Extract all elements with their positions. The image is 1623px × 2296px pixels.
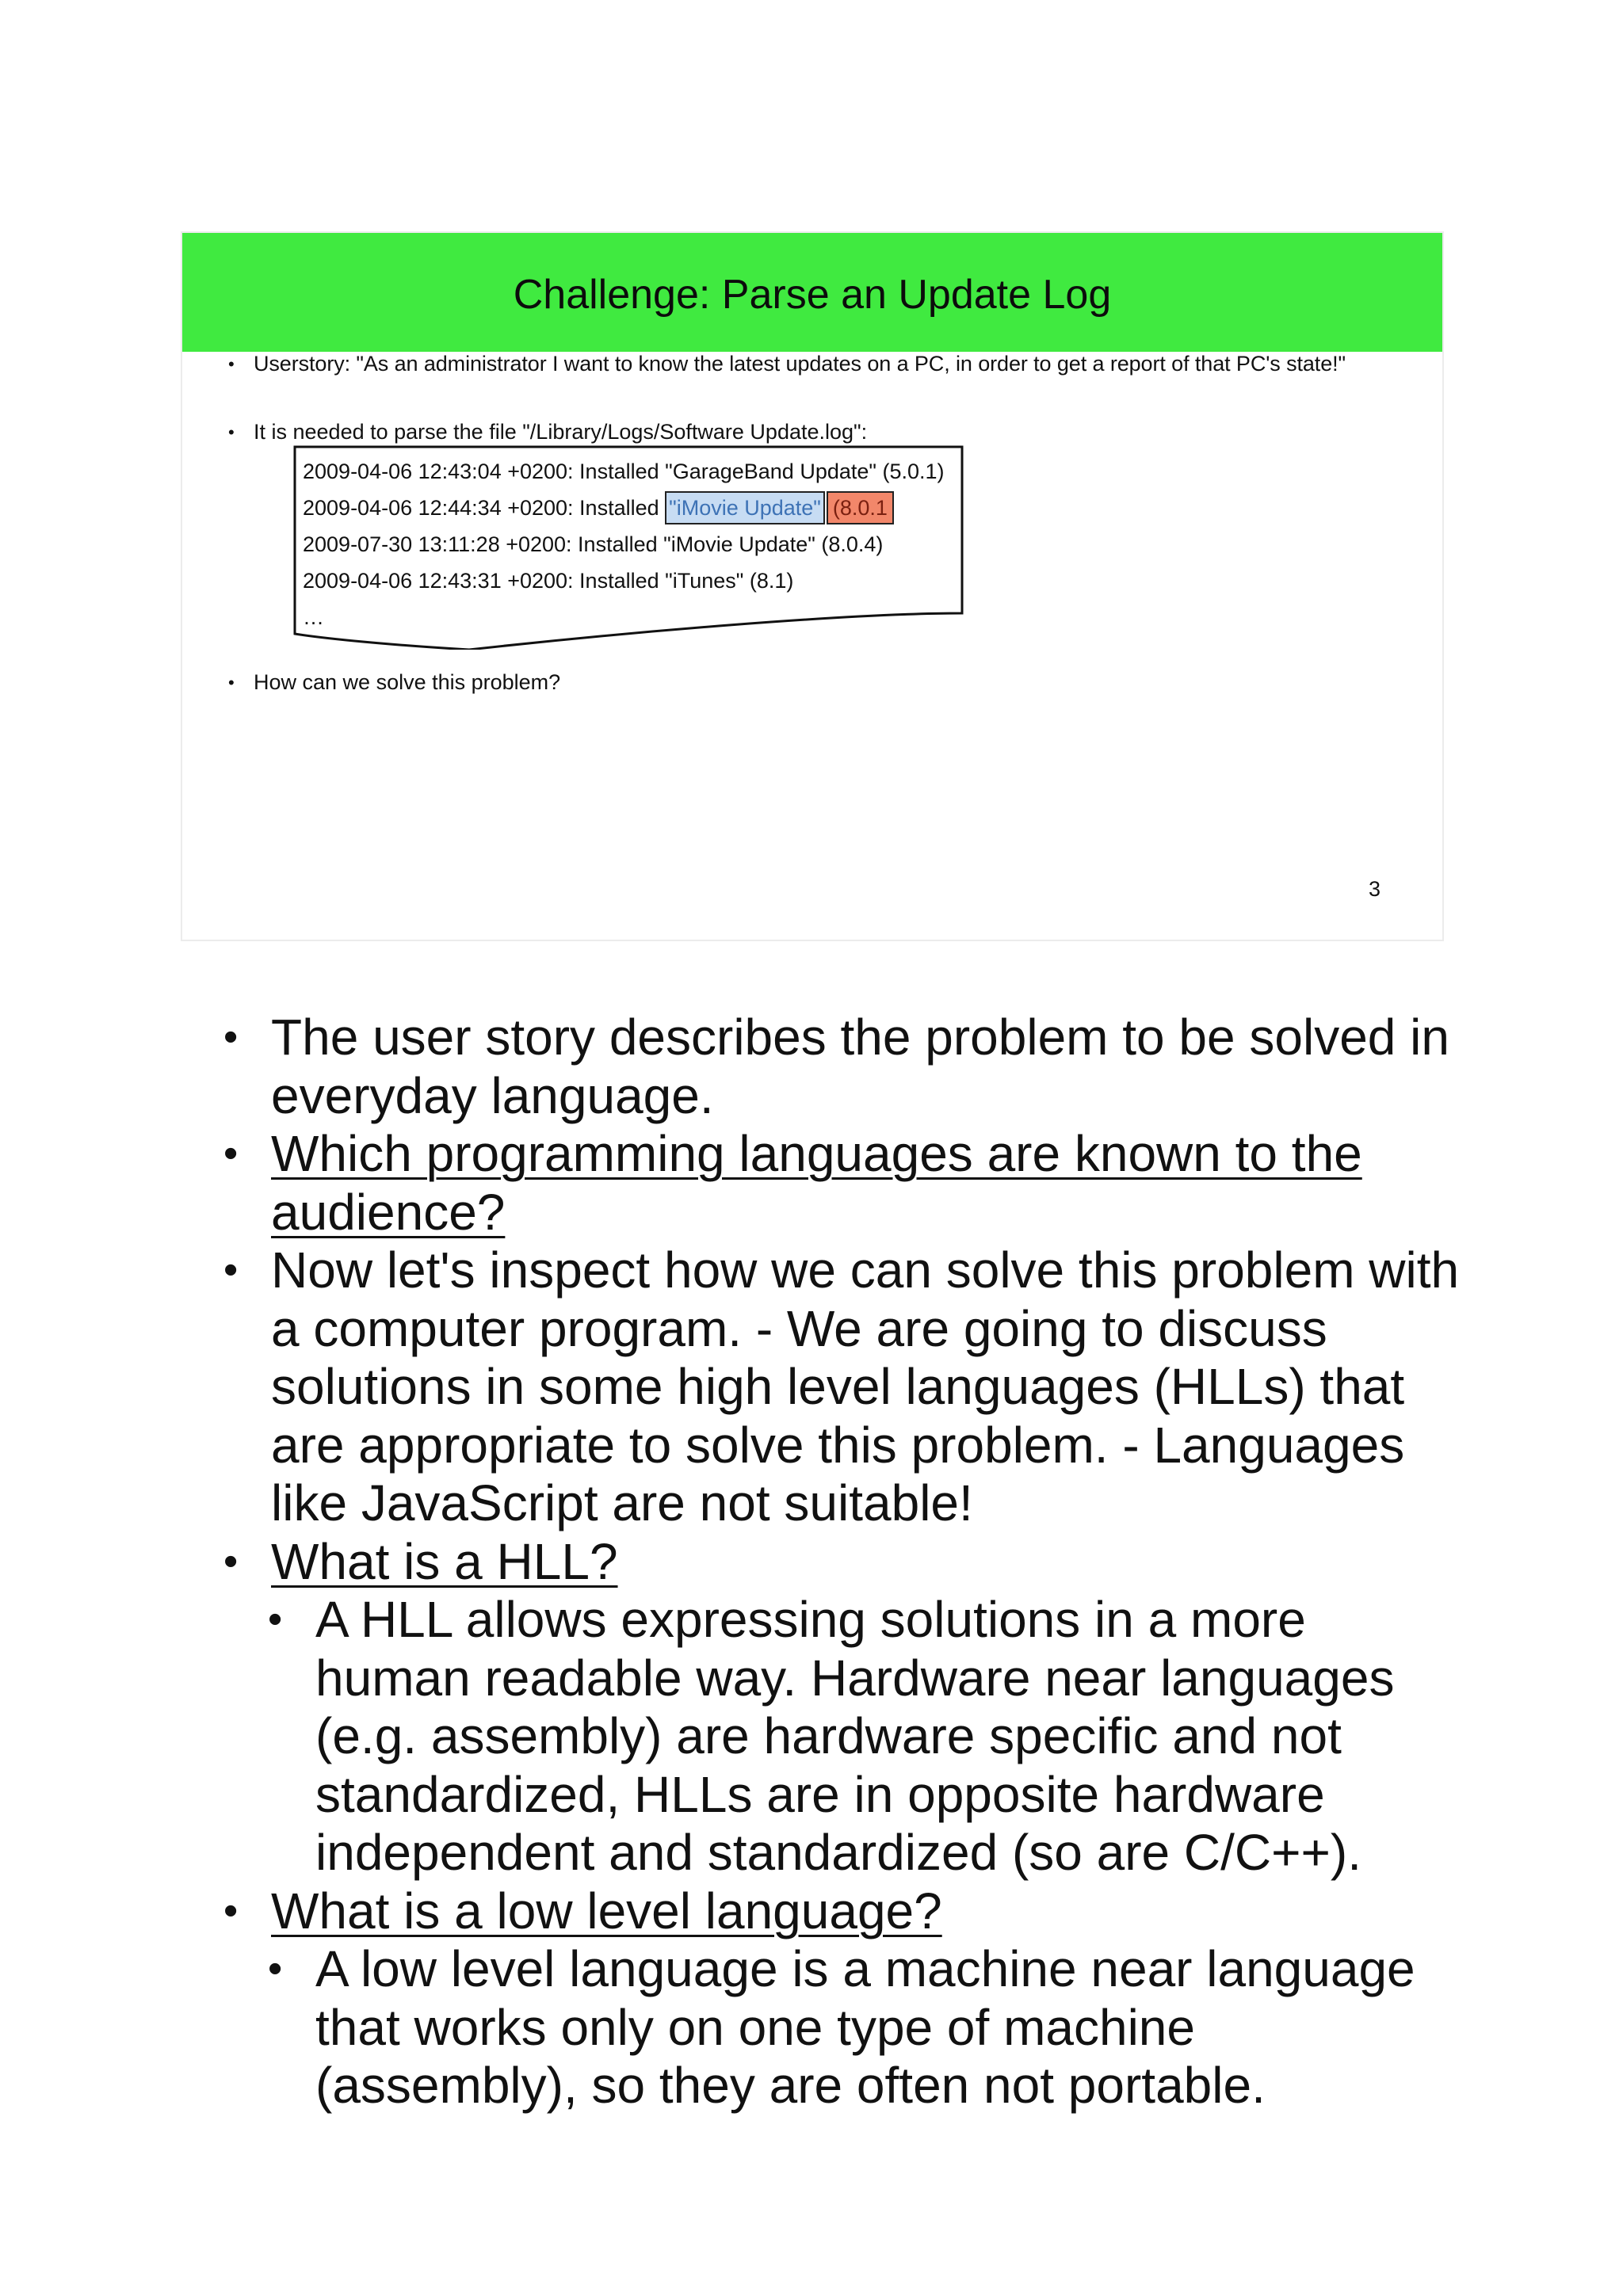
slide-page-number: 3: [1368, 877, 1381, 901]
bullet-icon: •: [228, 422, 235, 442]
slide-bullet-text: How can we solve this problem?: [254, 670, 561, 694]
bullet-icon: •: [228, 354, 235, 374]
note-subitem: [268, 1940, 1460, 2115]
log-line-prefix: 2009-04-06 12:44:34 +0200: Installed: [303, 496, 666, 520]
log-line: 2009-04-06 12:43:04 +0200: Installed "GarageBand Update" (5.0.1): [303, 460, 945, 483]
bullet-icon: •: [228, 673, 235, 692]
speaker-notes: [223, 1009, 1460, 2115]
note-item: [223, 1241, 1460, 1533]
note-item: [223, 1882, 1460, 1941]
slide-bullet-text: Userstory: "As an administrator I want to know the latest updates on a PC, in order to get a report of that PC's state!": [254, 352, 1346, 376]
note-question: Which programming languages are known to the audience?: [271, 1125, 1362, 1241]
bullet-icon: •: [223, 1887, 239, 1934]
note-subitem: [268, 1591, 1460, 1882]
bullet-icon: •: [268, 1596, 283, 1642]
note-item: [223, 1533, 1460, 1592]
note-text: Now let's inspect how we can solve this problem with a computer program. - We are going to discuss solutions in some high level languages (HLLs) that are appropriate to solve this problem. - Languages like JavaScript are not suitable!: [271, 1241, 1460, 1531]
note-item: [223, 1009, 1460, 1125]
log-line: 2009-04-06 12:43:31 +0200: Installed "iTunes" (8.1): [303, 569, 794, 593]
note-text: A HLL allows expressing solutions in a more human readable way. Hardware near languages (e.g. assembly) are hardware specific and not standardized, HLLs are in opposite hardware independent and standardized (so are C/C++).: [315, 1591, 1395, 1881]
bullet-icon: •: [223, 1014, 239, 1060]
bullet-icon: •: [223, 1131, 239, 1177]
highlight-version: (8.0.1: [827, 491, 894, 524]
bullet-icon: •: [223, 1247, 239, 1293]
slide: [181, 231, 1444, 941]
log-lines: [303, 453, 945, 635]
note-text: The user story describes the problem to be solved in everyday language.: [271, 1009, 1449, 1124]
log-line: 2009-07-30 13:11:28 +0200: Installed "iMovie Update" (8.0.4): [303, 532, 884, 556]
note-question: What is a low level language?: [271, 1882, 942, 1939]
slide-header: [182, 233, 1442, 352]
slide-title: Challenge: Parse an Update Log: [513, 272, 1112, 318]
bullet-icon: •: [268, 1946, 283, 1992]
note-item: [223, 1125, 1460, 1241]
bullet-icon: •: [223, 1538, 239, 1585]
log-line-highlighted: [303, 490, 945, 526]
note-text: A low level language is a machine near language that works only on one type of machine (assembly), so they are often not portable.: [315, 1940, 1415, 2114]
note-question: What is a HLL?: [271, 1532, 618, 1590]
highlight-product-name: "iMovie Update": [665, 491, 825, 524]
slide-bullet-text: It is needed to parse the file "/Library/Logs/Software Update.log":: [254, 420, 868, 444]
log-file-document: [293, 445, 964, 650]
log-ellipsis: …: [303, 605, 324, 629]
